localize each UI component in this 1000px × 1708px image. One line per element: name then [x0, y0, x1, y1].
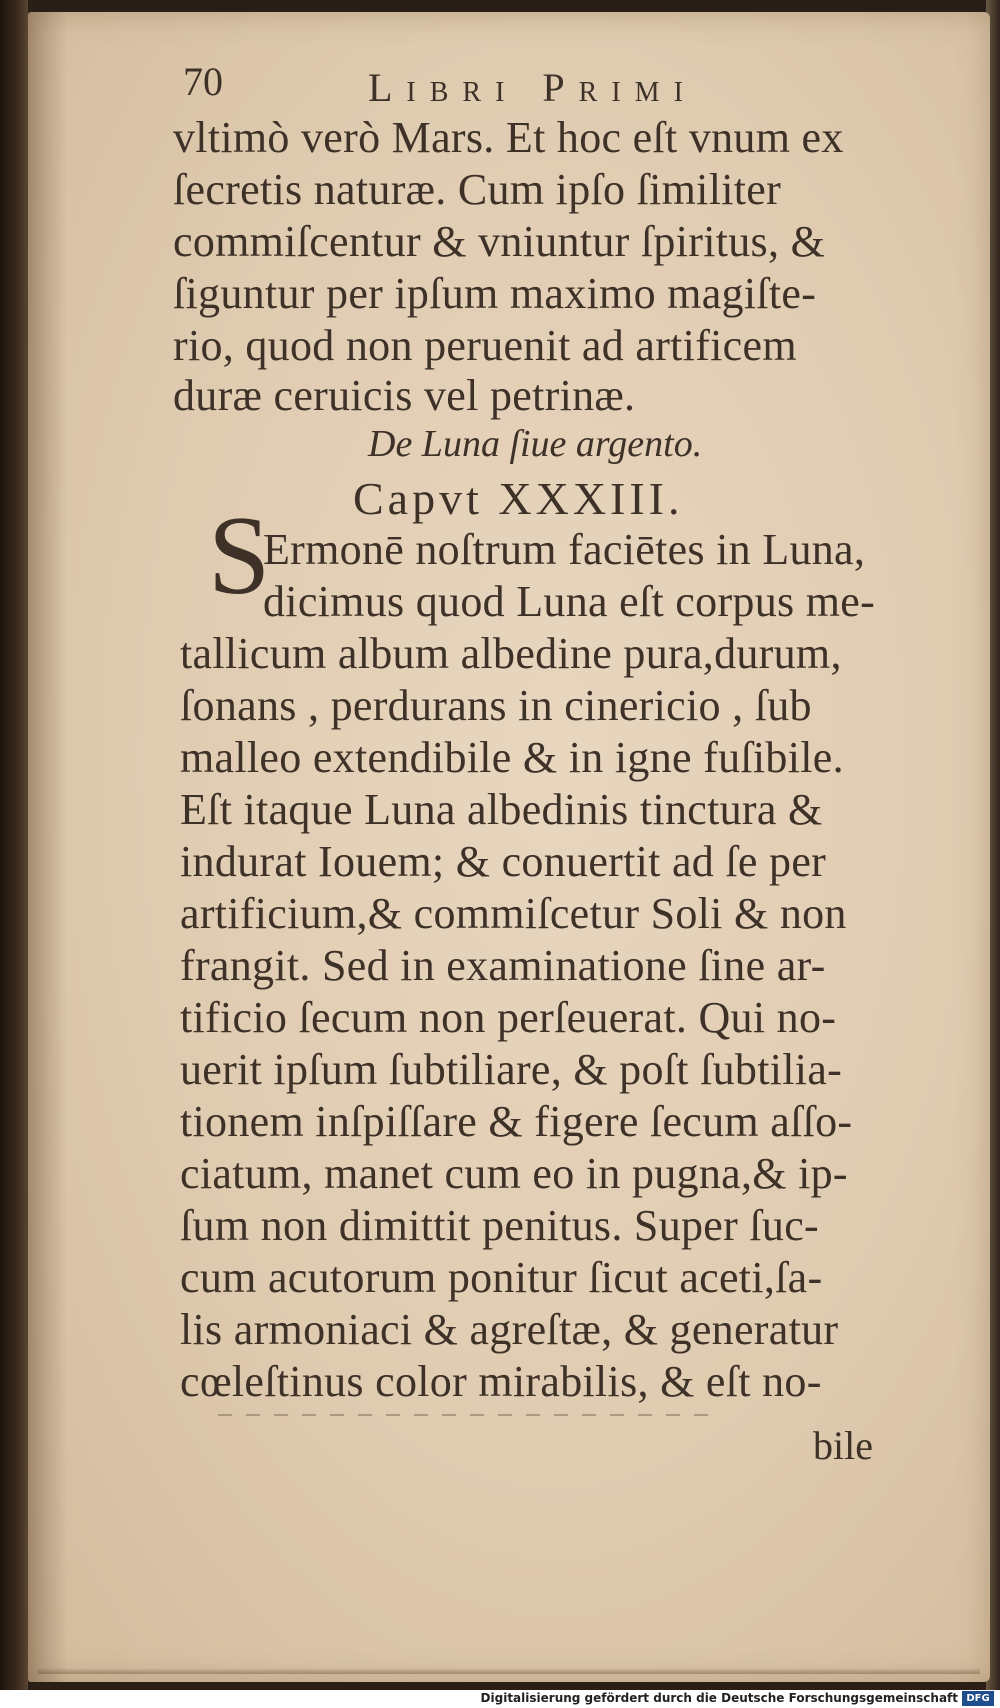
- text-line: dicimus quod Luna eſt corpus me-: [263, 577, 876, 626]
- text-line: ſonans , perdurans in cinericio , ſub: [180, 681, 812, 730]
- text-line: ſum non dimittit penitus. Super ſuc-: [180, 1201, 819, 1250]
- text-line: commiſcentur & vniuntur ſpiritus, &: [173, 217, 826, 266]
- book-page: [28, 12, 990, 1682]
- text-line: ciatum, manet cum eo in pugna,& ip-: [180, 1149, 848, 1198]
- drop-capital: S: [208, 494, 271, 618]
- funding-credit: Digitalisierung gefördert durch die Deutsche Forschungsgemeinschaft: [480, 1691, 958, 1705]
- text-line: tificio ſecum non perſeuerat. Qui no-: [180, 993, 837, 1042]
- book-spine: [0, 0, 28, 1690]
- page-number: 70: [183, 59, 223, 104]
- page-text: [28, 12, 990, 1682]
- text-line: rio, quod non peruenit ad artificem: [173, 321, 797, 370]
- text-line: uerit ipſum ſubtiliare, & poſt ſubtilia-: [180, 1045, 843, 1094]
- text-line: vltimò verò Mars. Et hoc eſt vnum ex: [173, 113, 844, 162]
- text-line: cum acutorum ponitur ſicut aceti,ſa-: [180, 1253, 823, 1302]
- dfg-logo: DFG: [962, 1691, 994, 1706]
- text-line: ſiguntur per ipſum maximo magiſte-: [173, 269, 817, 318]
- text-line: ſecretis naturæ. Cum ipſo ſimiliter: [173, 165, 782, 214]
- text-line: malleo extendibile & in igne fuſibile.: [180, 733, 844, 782]
- text-line: tallicum album albedine pura,durum,: [180, 629, 842, 678]
- text-line: indurat Iouem; & conuertit ad ſe per: [180, 837, 827, 886]
- section-heading: De Luna ſiue argento.: [368, 423, 703, 465]
- text-line: duræ ceruicis vel petrinæ.: [173, 371, 636, 420]
- text-line: tionem inſpiſſare & figere ſecum aſſo-: [180, 1097, 853, 1146]
- text-line: cœleſtinus color mirabilis, & eſt no-: [180, 1357, 822, 1406]
- text-line: Eſt itaque Luna albedinis tinctura &: [180, 785, 823, 834]
- catchword: bile: [813, 1423, 873, 1468]
- text-line: lis armoniaci & agreſtæ, & generatur: [180, 1305, 839, 1354]
- text-line: frangit. Sed in examinatione ſine ar-: [180, 941, 826, 990]
- running-head: Libri Primi: [368, 65, 697, 110]
- chapter-heading: Capvt XXXIII.: [353, 473, 684, 524]
- bleed-through-mark: [218, 1414, 718, 1416]
- text-line: Ermonē noſtrum faciētes in Luna,: [263, 525, 866, 574]
- text-line: artificium,& commiſcetur Soli & non: [180, 889, 847, 938]
